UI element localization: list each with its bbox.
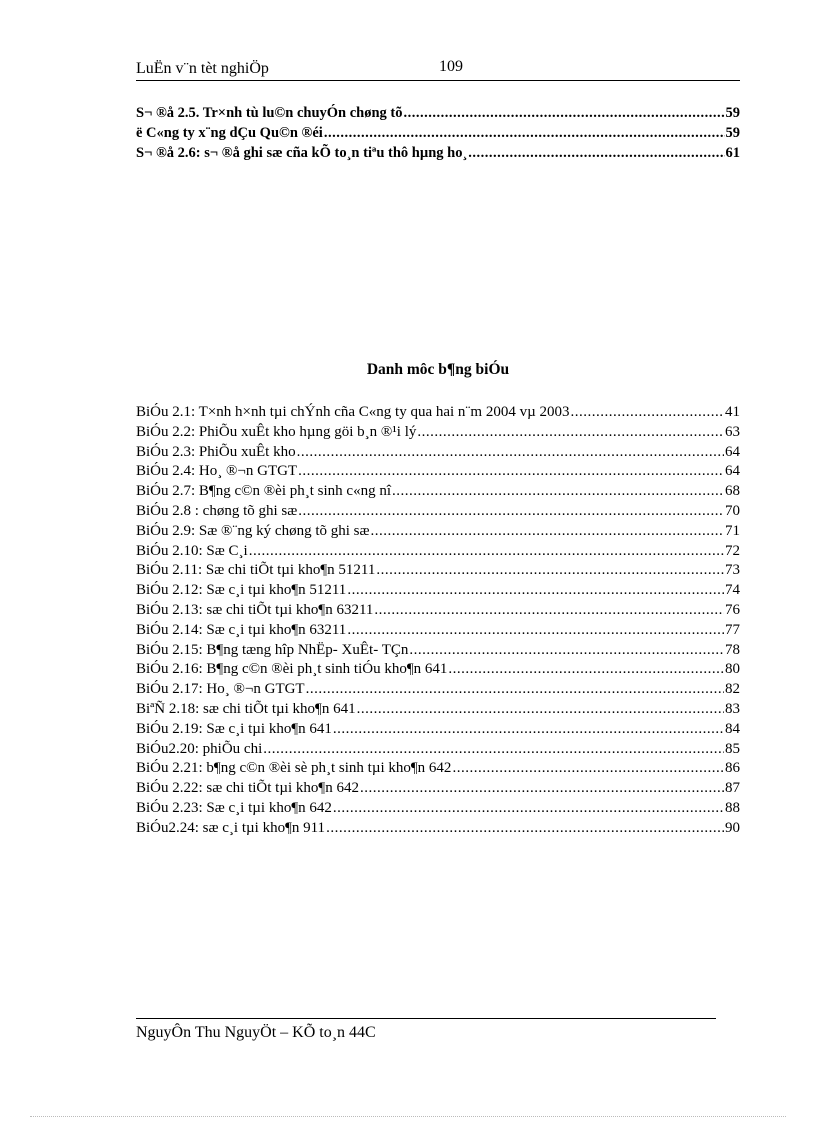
toc-entry	[136, 403, 740, 423]
toc-entry	[136, 601, 740, 621]
header-page-number: 109	[439, 58, 463, 75]
toc-entry	[136, 740, 740, 760]
table-list	[136, 403, 740, 839]
toc-entry-page: 59	[725, 105, 740, 121]
toc-entry	[136, 680, 740, 700]
toc-entry	[136, 660, 740, 680]
toc-entry-page: 71	[725, 522, 740, 539]
dot-leader	[468, 143, 724, 163]
toc-entry-label: BiÓu 2.8 : chøng tõ ghi sæ	[136, 502, 298, 519]
toc-entry	[136, 143, 740, 163]
toc-entry-page: 82	[725, 681, 740, 698]
toc-entry	[136, 819, 740, 839]
toc-entry-label: BiÓu 2.12: Sæ c¸i tµi kho¶n 51211	[136, 582, 347, 599]
toc-entry-page: 80	[725, 661, 740, 678]
toc-entry-page: 87	[725, 780, 740, 797]
toc-entry-page: 73	[725, 562, 740, 579]
footer-divider	[136, 1018, 716, 1019]
page-header	[136, 58, 740, 81]
toc-entry	[136, 641, 740, 661]
toc-entry-label: BiÓu 2.10: Sæ C¸i	[136, 542, 248, 559]
toc-entry	[136, 522, 740, 542]
toc-entry-label: BiÓu 2.4: Ho¸ ®¬n GTGT	[136, 463, 298, 480]
toc-entry-label: S¬ ®å 2.6: s¬ ®å ghi sæ cña kÕ to¸n tiªu thô hµng ho¸	[136, 145, 468, 161]
toc-entry-label: S¬ ®å 2.5. Tr×nh tù lu©n chuyÓn chøng tõ	[136, 105, 403, 121]
toc-entry-label: BiÓu 2.21: b¶ng c©n ®èi sè ph¸t sinh tµi kho¶n 642	[136, 760, 452, 777]
dot-leader	[298, 502, 724, 522]
dot-leader	[347, 581, 724, 601]
toc-entry-label: BiÓu 2.15: B¶ng tæng hîp NhËp- XuÊt- TÇn	[136, 641, 409, 658]
toc-entry-label: BiÓu 2.16: B¶ng c©n ®èi ph¸t sinh tiÓu kho¶n 641	[136, 661, 448, 678]
toc-entry-page: 70	[725, 502, 740, 519]
toc-entry-page: 84	[725, 720, 740, 737]
toc-entry	[136, 502, 740, 522]
page-bottom-border	[30, 1116, 786, 1117]
toc-entry-label: BiÓu 2.17: Ho¸ ®¬n GTGT	[136, 681, 305, 698]
toc-entry-page: 83	[725, 700, 740, 717]
toc-entry	[136, 482, 740, 502]
toc-entry-page: 74	[725, 582, 740, 599]
tables-heading: Danh môc b¶ng biÓu	[366, 361, 510, 378]
toc-entry-label: BiÓu2.24: sæ c¸i tµi kho¶n 911	[136, 819, 326, 836]
toc-entry-label: BiÓu 2.7: B¶ng c©n ®èi ph¸t sinh c«ng nî	[136, 483, 391, 500]
footer-author: NguyÔn Thu NguyÖt – KÕ to¸n 44C	[136, 1024, 376, 1041]
dot-leader	[298, 462, 724, 482]
toc-entry-page: 72	[725, 542, 740, 559]
toc-entry-page: 64	[725, 463, 740, 480]
toc-entry-page: 68	[725, 483, 740, 500]
toc-entry-label: BiÓu 2.23: Sæ c¸i tµi kho¶n 642	[136, 799, 332, 816]
toc-entry-label: BiÓu 2.14: Sæ c¸i tµi kho¶n 63211	[136, 621, 347, 638]
toc-entry	[136, 462, 740, 482]
toc-entry	[136, 561, 740, 581]
toc-entry-page: 86	[725, 760, 740, 777]
toc-entry	[136, 779, 740, 799]
toc-entry-label: BiÓu 2.2: PhiÕu xuÊt kho hµng göi b¸n ®¹i lý	[136, 423, 417, 440]
toc-entry-page: 88	[725, 799, 740, 816]
dot-leader	[452, 759, 724, 779]
header-thesis-title: LuËn v¨n tèt nghiÖp	[136, 60, 269, 77]
toc-entry-label: BiÓu 2.11: Sæ chi tiÕt tµi kho¶n 51211	[136, 562, 376, 579]
toc-entry	[136, 700, 740, 720]
toc-entry-label: BiÓu 2.13: sæ chi tiÕt tµi kho¶n 63211	[136, 601, 374, 618]
toc-entry-page: 85	[725, 740, 740, 757]
toc-entry-label: BiÓu2.20: phiÕu chi	[136, 740, 263, 757]
dot-leader	[249, 542, 724, 562]
dot-leader	[306, 680, 724, 700]
dot-leader	[347, 621, 724, 641]
dot-leader	[448, 660, 724, 680]
dot-leader	[404, 103, 725, 123]
figure-list	[136, 103, 740, 163]
dot-leader	[417, 423, 724, 443]
toc-entry-page: 77	[725, 621, 740, 638]
dot-leader	[263, 740, 724, 760]
toc-entry-page: 63	[725, 423, 740, 440]
toc-entry-page: 59	[725, 125, 740, 141]
dot-leader	[409, 641, 724, 661]
toc-entry-page: 64	[725, 443, 740, 460]
toc-entry-page: 41	[725, 404, 740, 420]
toc-entry	[136, 542, 740, 562]
dot-leader	[297, 443, 724, 463]
dot-leader	[357, 700, 724, 720]
toc-entry	[136, 103, 740, 123]
dot-leader	[374, 601, 724, 621]
toc-entry-label: BiÓu 2.3: PhiÕu xuÊt kho	[136, 443, 296, 460]
dot-leader	[376, 561, 724, 581]
toc-entry	[136, 123, 740, 143]
toc-entry-label: BiÓu 2.9: Sæ ®¨ng ký chøng tõ ghi sæ	[136, 522, 370, 539]
toc-entry	[136, 443, 740, 463]
toc-entry-label: BiªÑ 2.18: sæ chi tiÕt tµi kho¶n 641	[136, 700, 356, 717]
toc-entry	[136, 720, 740, 740]
toc-entry-label: BiÓu 2.19: Sæ c¸i tµi kho¶n 641	[136, 720, 332, 737]
dot-leader	[326, 819, 724, 839]
toc-entry	[136, 581, 740, 601]
dot-leader	[333, 720, 724, 740]
toc-entry	[136, 799, 740, 819]
toc-entry	[136, 423, 740, 443]
toc-entry-label: BiÓu 2.22: sæ chi tiÕt tµi kho¶n 642	[136, 780, 359, 797]
dot-leader	[324, 123, 725, 143]
dot-leader	[570, 403, 724, 423]
toc-entry-label: BiÓu 2.1: T×nh h×nh tµi chÝnh cña C«ng ty qua hai n¨m 2004 vµ 2003	[136, 404, 570, 420]
toc-entry	[136, 621, 740, 641]
toc-entry-page: 78	[725, 641, 740, 658]
dot-leader	[392, 482, 724, 502]
toc-entry-page: 90	[725, 819, 740, 836]
toc-entry-label: ë C«ng ty x¨ng dÇu Qu©n ®éi	[136, 125, 323, 141]
toc-entry-page: 76	[725, 601, 740, 618]
dot-leader	[360, 779, 724, 799]
toc-entry	[136, 759, 740, 779]
dot-leader	[333, 799, 724, 819]
dot-leader	[371, 522, 725, 542]
toc-entry-page: 61	[725, 145, 740, 161]
